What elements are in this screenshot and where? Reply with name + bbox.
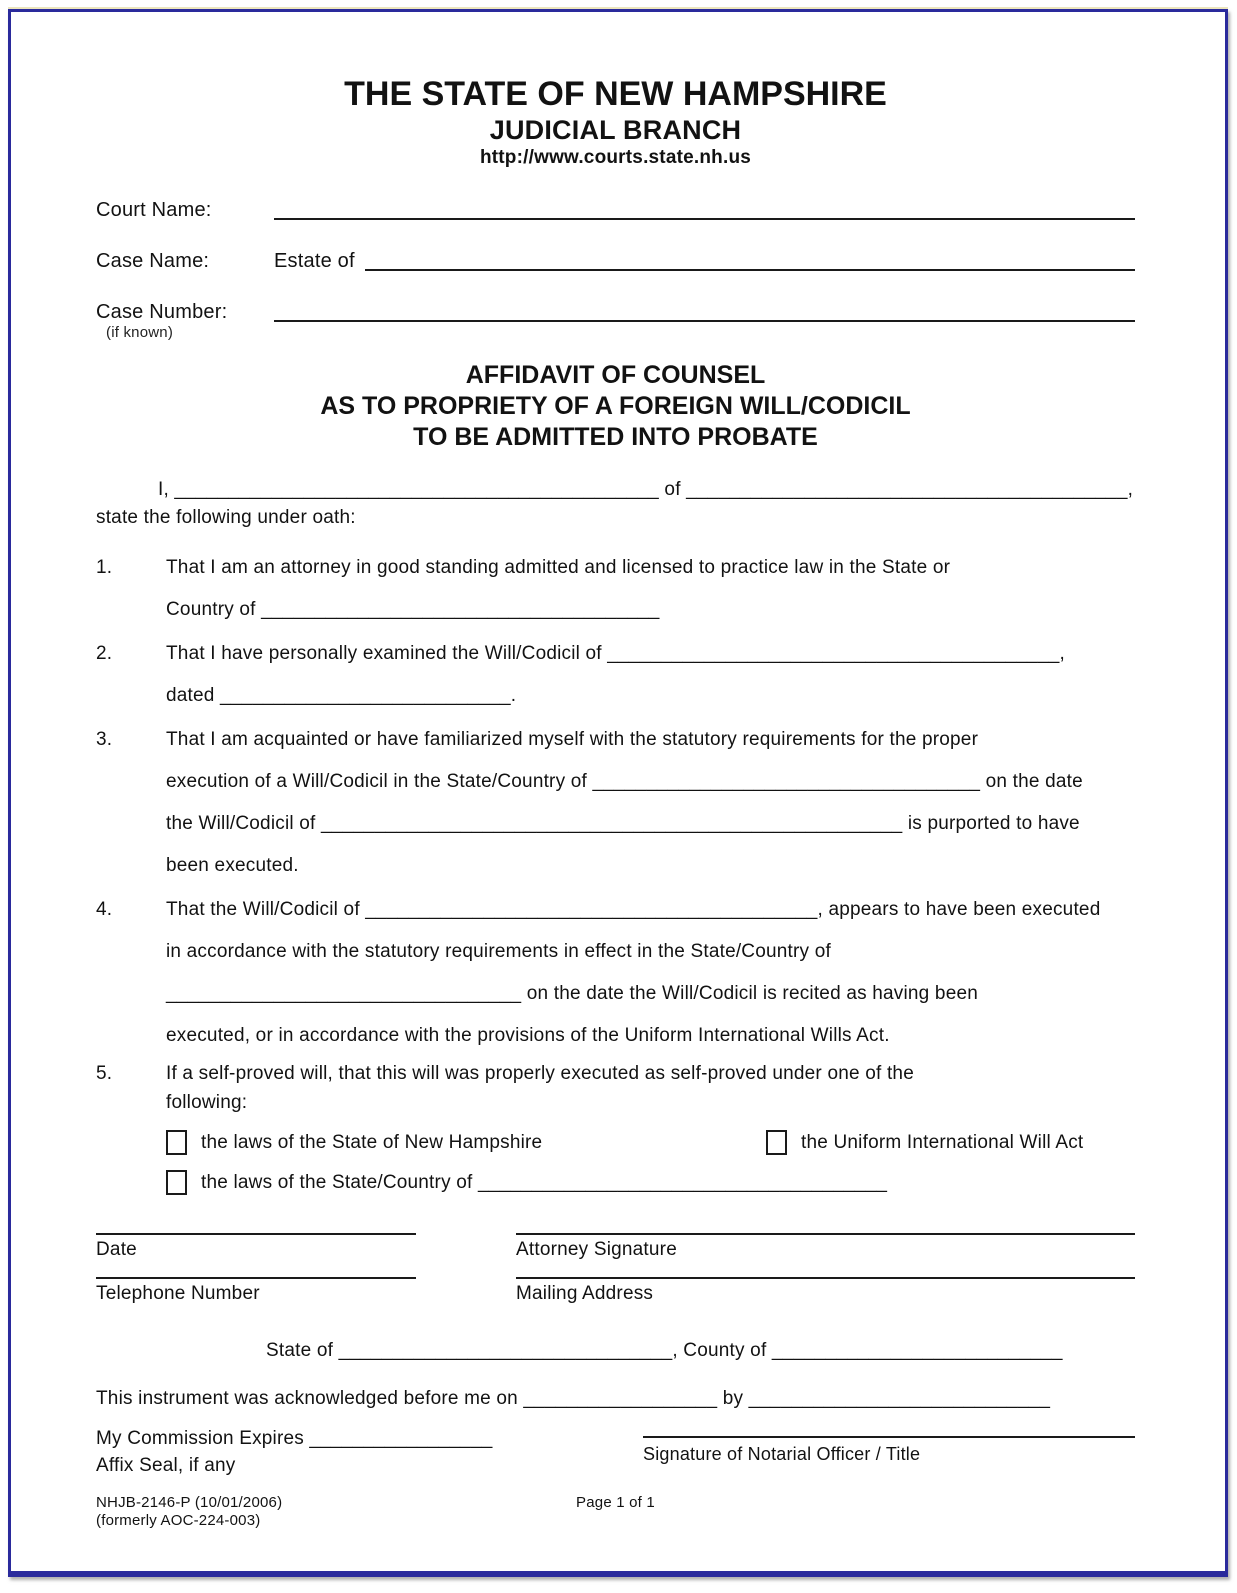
item4-line1[interactable]: That the Will/Codicil of __________________________________________, appears to have been executed [166,899,1101,920]
telephone-label: Telephone Number [96,1283,260,1304]
form-title [96,360,1135,453]
item-number-1: 1. [96,557,113,578]
formerly-number: (formerly AOC-224-003) [96,1512,261,1529]
page-border [8,9,1228,1577]
attorney-signature-line[interactable] [516,1233,1135,1235]
form-content [22,24,1213,1549]
checkbox-laws-nh[interactable] [166,1130,187,1155]
intro-paragraph [96,477,1135,533]
notary-signature-label: Signature of Notarial Officer / Title [643,1444,921,1464]
checkbox-uniform-will-act[interactable] [766,1130,787,1155]
case-number-label [96,300,274,342]
estate-of-prefix: Estate of [274,250,355,272]
list-item-1 [96,547,1135,631]
attorney-signature-label: Attorney Signature [516,1239,677,1260]
form-number: NHJB-2146-P (10/01/2006) [96,1494,283,1511]
list-item-4 [96,889,1135,1057]
item-number-3: 3. [96,729,113,750]
court-name-label: Court Name: [96,199,212,221]
item1-line1: That I am an attorney in good standing admitted and licensed to practice law in the State or [166,557,951,578]
case-name-line[interactable] [365,249,1135,271]
case-name-row [96,249,1135,273]
signature-row-1 [96,1233,1135,1262]
case-name-label: Case Name: [96,250,210,272]
form-header [96,74,1135,170]
branch-title: JUDICIAL BRANCH [489,115,742,145]
checkbox-row-1 [166,1128,1135,1157]
option-laws-nh [166,1128,766,1157]
item-number-4: 4. [96,899,113,920]
item3-line1: That I am acquainted or have familiarized myself with the statutory requirements for the proper [166,729,979,750]
court-url: http://www.courts.state.nh.us [479,147,752,168]
item3-line2[interactable]: execution of a Will/Codicil in the State/Country of ____________________________________ on the date [166,771,1083,792]
item5-line1: If a self-proved will, that this will was properly executed as self-proved under one of the [166,1063,914,1084]
case-fields [96,198,1135,342]
list-item-3 [96,719,1135,887]
option-laws-state-country [166,1168,887,1197]
notary-signature-line[interactable] [643,1436,1135,1438]
case-number-line[interactable] [274,300,1135,322]
checkbox-row-2 [166,1168,1135,1197]
affix-seal-label: Affix Seal, if any [96,1455,236,1476]
oath-statement: state the following under oath: [96,507,356,528]
telephone-line[interactable] [96,1277,416,1279]
notary-row [96,1426,1135,1480]
form-title-line3: TO BE ADMITTED INTO PROBATE [413,423,818,451]
court-name-line[interactable] [274,198,1135,220]
case-number-row [96,300,1135,342]
item-number-2: 2. [96,643,113,664]
mailing-address-line[interactable] [516,1277,1135,1279]
item4-line2: in accordance with the statutory requirements in effect in the State/Country of [166,941,831,962]
mailing-address-label: Mailing Address [516,1283,654,1304]
signature-row-2 [96,1277,1135,1306]
state-title: THE STATE OF NEW HAMPSHIRE [344,75,887,113]
if-known-note: (if known) [106,324,174,341]
form-footer [96,1494,1135,1530]
item4-line3[interactable]: _________________________________ on the date the Will/Codicil is recited as having been [166,983,979,1004]
numbered-statements [96,547,1135,1197]
date-line[interactable] [96,1233,416,1235]
item2-line1[interactable]: That I have personally examined the Will/Codicil of __________________________________________, [166,643,1065,664]
signature-block [96,1233,1135,1306]
item1-line2[interactable]: Country of _____________________________________ [166,599,660,620]
item4-line4: executed, or in accordance with the provisions of the Uniform International Wills Act. [166,1025,890,1046]
commission-expires-line[interactable]: My Commission Expires _________________ [96,1428,493,1449]
checkbox-laws-nh-label: the laws of the State of New Hampshire [201,1132,543,1153]
checkbox-laws-state-country[interactable] [166,1170,187,1195]
item3-line4: been executed. [166,855,299,876]
form-title-line2: AS TO PROPRIETY OF A FOREIGN WILL/CODICIL [320,392,911,420]
affiant-name-line[interactable]: I, _____________________________________________ of _________________________________________, [158,479,1134,500]
case-number-label-text: Case Number: [96,301,228,323]
acknowledged-line[interactable]: This instrument was acknowledged before me on __________________ by ____________________________ [96,1388,1051,1409]
list-item-2 [96,633,1135,717]
page-number: Page 1 of 1 [576,1494,655,1511]
checkbox-laws-state-country-label[interactable]: the laws of the State/Country of ______________________________________ [201,1172,888,1193]
state-county-line[interactable]: State of _______________________________, County of ___________________________ [266,1340,1063,1361]
date-label: Date [96,1239,137,1260]
court-name-row [96,198,1135,222]
item2-line2[interactable]: dated ___________________________. [166,685,517,706]
item-number-5: 5. [96,1063,113,1084]
list-item-5 [96,1059,1135,1197]
item3-line3[interactable]: the Will/Codicil of ______________________________________________________ is purported to have [166,813,1080,834]
form-title-line1: AFFIDAVIT OF COUNSEL [465,361,766,389]
checkbox-uniform-will-act-label: the Uniform International Will Act [801,1132,1084,1153]
option-uniform-will-act [766,1128,1083,1157]
item5-line2: following: [166,1092,248,1113]
